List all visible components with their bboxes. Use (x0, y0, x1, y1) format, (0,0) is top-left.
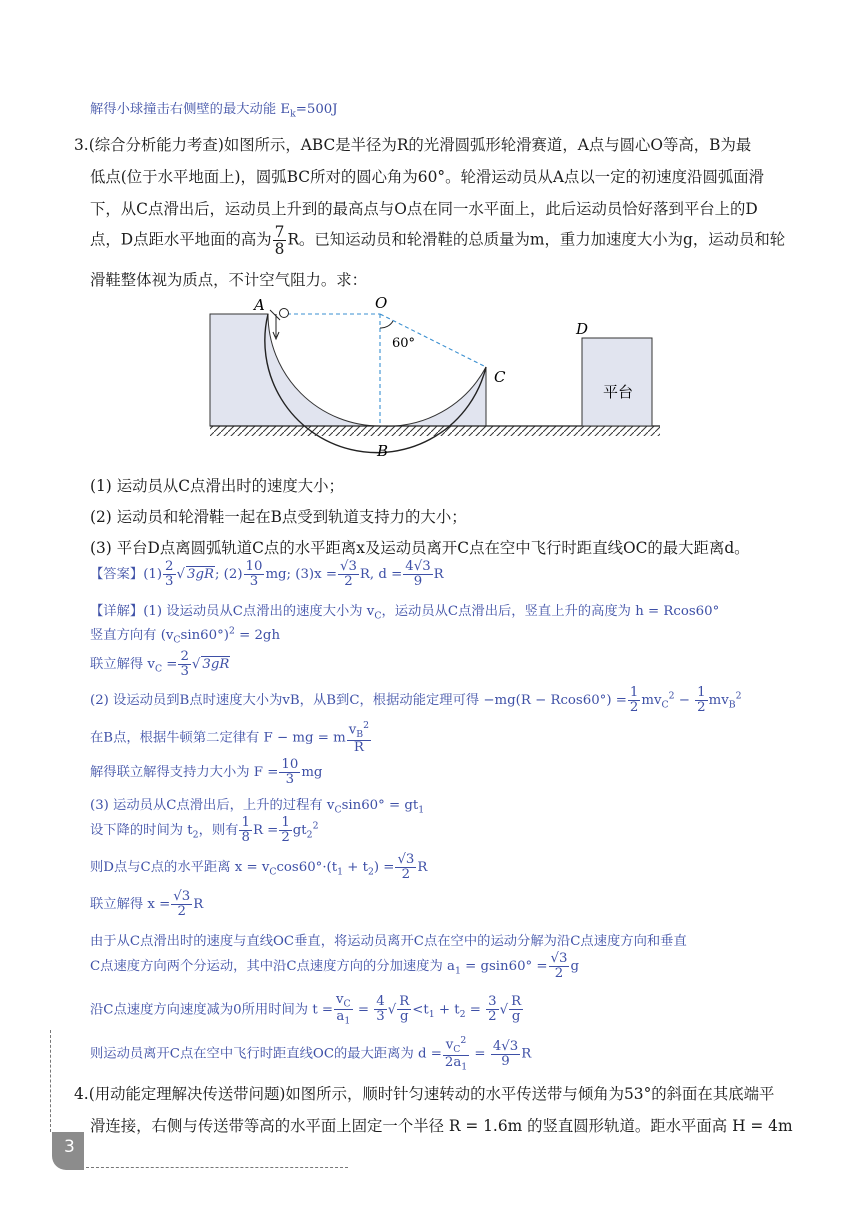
track-block (210, 314, 486, 426)
angle-label: 60° (392, 336, 416, 351)
margin-dashed-line (50, 1030, 51, 1132)
label-A: A (254, 296, 265, 314)
track-diagram (200, 292, 670, 467)
q4-line-2: 滑连接，右侧与传送带等高的水平面上固定一个半径 R = 1.6m 的竖直圆形轨道。距水平面高 H = 4m (90, 1117, 793, 1135)
q3-line-5: 滑鞋整体视为质点，不计空气阻力。求： (90, 271, 368, 289)
label-B: B (377, 442, 389, 460)
label-O: O (375, 294, 388, 312)
q3-sub-3: (3) 平台D点离圆弧轨道C点的水平距离x及运动员离开C点在空中飞行时距直线OC的最大距离d。 (90, 539, 750, 557)
skater-icon (280, 309, 289, 318)
bottom-dashed-line (86, 1167, 348, 1168)
detail-3: 联立解得 $v_C$ = $\frac{2}{3}$ √ 3gR (90, 649, 230, 679)
label-D: D (576, 320, 589, 338)
platform-box (582, 338, 652, 426)
detail-12: C点速度方向两个分运动，其中沿C点速度方向的分加速度为 $a_1 = gsin60^\circ$ = $\frac{√3}{2}$ g (90, 951, 579, 981)
q3-number: 3. (74, 136, 89, 154)
detail-2: 竖直方向有 $(v_C\sin 60^\circ)^2 = 2gh$ (90, 625, 281, 646)
detail-9: 则D点与C点的水平距离 $x = v_C\cos 60^\circ\cdot(t_1 + t_2)$ = $\frac{√3}{2}$ R (90, 852, 428, 882)
detail-4: (2) 设运动员到B点时速度大小为vB，从B到C，根据动能定理可得 −mg(R − Rcos60°) = $\frac{1}{2}$ $mv_C^2$ − $\frac{1}{2}$ $mv_B^2$ (90, 685, 742, 715)
detail-6: 解得联立解得支持力大小为 F = $\frac{10}{3}$ mg (90, 757, 323, 787)
detail-11: 由于从C点滑出时的速度与直线OC垂直，将运动员离开C点在空中的运动分解为沿C点速度方向和垂直 (90, 934, 687, 949)
detail-14: 则运动员离开C点在空中飞行时距直线OC的最大距离为 d = $\frac{v_C^2}{2a_1}$ = $\frac{4√3}{9}$ R (90, 1035, 532, 1073)
q4-tag: (用动能定理解决传送带问题) (88, 1085, 286, 1103)
detail-8: 设下降的时间为 $t_2$，则有 $\frac{1}{8}$ R = $\frac{1}{2}$ $gt_2^2$ (90, 815, 319, 845)
answer-tag: 【答案】 (90, 566, 144, 582)
detail-10: 联立解得 x = $\frac{√3}{2}$ R (90, 889, 204, 919)
angle-arc (380, 321, 393, 328)
detail-1: 【详解】(1) 设运动员从C点滑出的速度大小为 $v_C$，运动员从C点滑出后，竖直上升的高度为 h = Rcos60° (90, 604, 720, 622)
ground-hatch (210, 426, 660, 436)
previous-result-line: 解得小球撞击右侧壁的最大动能 $E_k=500J$ (90, 102, 338, 120)
q3-sub-1: (1) 运动员从C点滑出时的速度大小； (90, 477, 344, 495)
detail-7: (3) 运动员从C点滑出后，上升的过程有 $v_C\sin 60^\circ = gt_1$ (90, 798, 425, 816)
detail-13: 沿C点速度方向速度减为0所用时间为 t = $\frac{v_C}{a_1}$ = $\frac{4}{3}$ √ $\frac{R}{g}$ $<t_1 + t_2$ = $\frac{3}{2}$ √ $\frac{R}{g}$ (90, 992, 522, 1028)
q3-line-1: 3.(综合分析能力考查)如图所示，ABC是半径为R的光滑圆弧形轮滑赛道，A点与圆心O等高，B为最 (74, 136, 752, 154)
q3-line-2: 低点(位于水平地面上)，圆弧BC所对的圆心角为60°。轮滑运动员从A点以一定的初速度沿圆弧面滑 (90, 168, 765, 186)
q3-sub-2: (2) 运动员和轮滑鞋一起在B点受到轨道支持力的大小； (90, 508, 467, 526)
label-C: C (494, 368, 506, 386)
q3-tag: (综合分析能力考查) (88, 136, 224, 154)
detail-tag: 【详解】 (90, 604, 144, 619)
answer-line: 【答案】(1) $\frac{2}{3}$ √ 3gR; (2) $\frac{10}{3}$ mg; (3)x = $\frac{√3}{2}$ R, d = $\frac{4√3}{9}$ R (90, 559, 444, 589)
q4-number: 4. (74, 1085, 89, 1103)
q3-line-4: 点，D点距水平地面的高为 $\frac{7}{8}$ R。已知运动员和轮滑鞋的总质量为m，重力加速度大小为g，运动员和轮 (90, 223, 786, 259)
q3-line-3: 下，从C点滑出后，运动员上升到的最高点与O点在同一水平面上，此后运动员恰好落到平台上的D (90, 200, 758, 218)
platform-label: 平台 (603, 383, 634, 401)
page-number: 3 (64, 1137, 75, 1157)
q4-line-1: 4.(用动能定理解决传送带问题)如图所示，顺时针匀速转动的水平传送带与倾角为53°的斜面在其底端平 (74, 1085, 775, 1103)
detail-5: 在B点，根据牛顿第二定律有 F − mg = m $\frac{v_B^2}{R}$ (90, 720, 369, 755)
